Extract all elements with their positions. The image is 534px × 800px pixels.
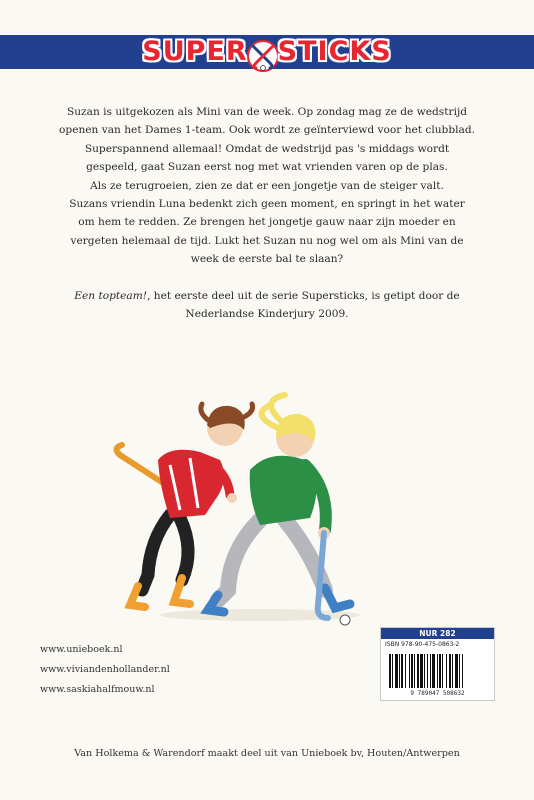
book-title: Een topteam! (74, 289, 148, 302)
two-girls-playing-hockey-illustration (110, 390, 400, 630)
award-note (52, 287, 482, 324)
barcode-bar (437, 654, 438, 688)
barcode-bar (459, 654, 460, 688)
barcode-bar (424, 654, 425, 688)
barcode-bar (399, 654, 400, 688)
barcode-bar (405, 654, 406, 688)
barcode-box (380, 627, 495, 701)
barcode-bar (395, 654, 398, 688)
synopsis-line: Als ze terugroeien, zien ze dat er een jongetje van de steiger valt. (90, 179, 444, 192)
link-saskiahalfmouw[interactable]: www.saskiahalfmouw.nl (40, 684, 155, 695)
barcode-icon (389, 654, 486, 688)
synopsis-line: Suzan is uitgekozen als Mini van de week. Op zondag mag ze de wedstrijd (66, 106, 468, 118)
synopsis-line: vergeten helemaal de tijd. Lukt het Suzan nu nog wel om als Mini van de (70, 234, 464, 247)
logo-word-left: SUPER (142, 36, 248, 67)
synopsis-line: Superspannend allemaal! Omdat de wedstrijd pas 's middags wordt (84, 142, 450, 155)
barcode-bar (411, 654, 413, 688)
barcode-bar (455, 654, 458, 688)
series-logo (0, 28, 534, 76)
barcode-bar (430, 654, 431, 688)
synopsis-line: Suzans vriendin Luna bedenkt zich geen moment, en springt in het water (69, 198, 465, 211)
barcode-bar (401, 654, 403, 688)
publisher-footer: Van Holkema & Warendorf maakt deel uit van Unieboek bv, Houten/Antwerpen (74, 748, 460, 759)
award-note-line: , het eerste deel uit de serie Supersticks, is getipt door de (147, 289, 460, 302)
barcode-bar (409, 654, 410, 688)
barcode-bar (442, 654, 443, 688)
barcode-bar (439, 654, 441, 688)
barcode-bar (389, 654, 391, 688)
nur-label: NUR 282 (381, 628, 494, 639)
barcode-digits: 9 789047 508632 (410, 690, 465, 697)
back-cover-blurb (52, 103, 482, 341)
crossed-hockey-sticks-icon (246, 39, 280, 73)
isbn-text: ISBN 978-90-475-0863-2 (385, 641, 460, 648)
barcode-bar (414, 654, 415, 688)
barcode-bar (392, 654, 393, 688)
barcode-bar (452, 654, 453, 688)
logo-word-right: STICKS (277, 36, 392, 67)
award-note-line: Nederlandse Kinderjury 2009. (185, 308, 349, 321)
barcode-bar (420, 654, 423, 688)
link-unieboek[interactable]: www.unieboek.nl (40, 644, 123, 655)
synopsis-line: gespeeld, gaat Suzan eerst nog met wat vrienden varen op de plas. (86, 161, 448, 174)
barcode-bar (432, 654, 435, 688)
barcode-bar (446, 654, 447, 688)
barcode-bar (449, 654, 451, 688)
barcode-bar (427, 654, 428, 688)
synopsis-line: week de eerste bal te slaan? (190, 253, 344, 266)
synopsis-line: openen van het Dames 1-team. Ook wordt ze geïnterviewd voor het clubblad. (59, 124, 475, 137)
synopsis-paragraph (52, 103, 482, 269)
barcode-bar (417, 654, 419, 688)
synopsis-line: om hem te redden. Ze brengen het jongetje gauw naar zijn moeder en (78, 216, 456, 229)
link-viviandenhollander[interactable]: www.viviandenhollander.nl (40, 664, 170, 675)
barcode-bar (462, 654, 463, 688)
website-links (40, 640, 170, 700)
